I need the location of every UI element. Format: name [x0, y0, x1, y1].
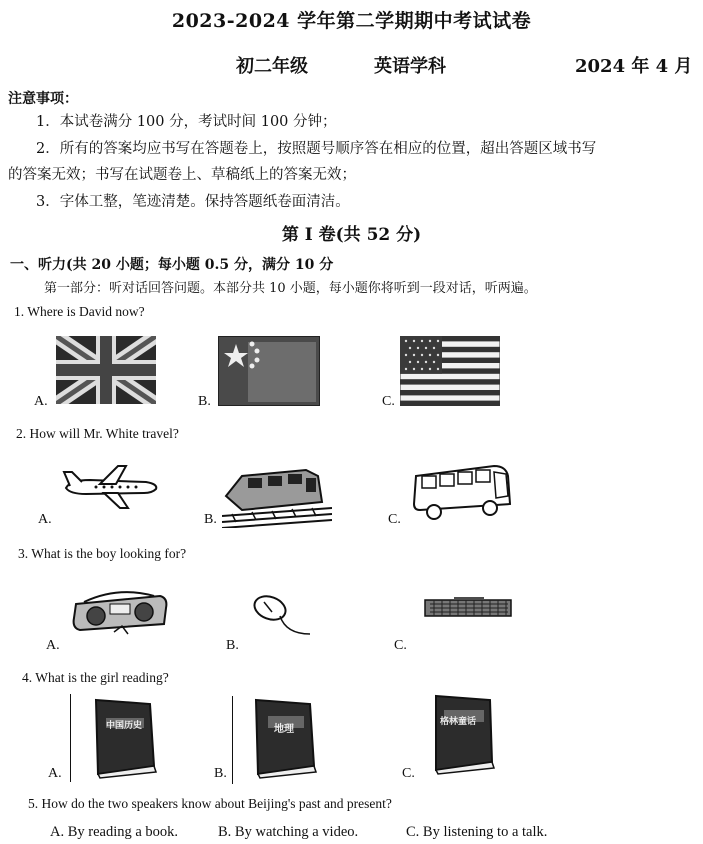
book-icon	[422, 692, 502, 776]
book-title: 中国历史	[106, 721, 143, 731]
answer-c: C. By listening to a talk.	[406, 824, 548, 840]
uk-flag-icon	[56, 336, 156, 404]
train-icon	[222, 456, 332, 528]
question-2: 2. How will Mr. White travel?	[16, 426, 179, 441]
radio-icon	[70, 586, 170, 636]
section-heading: 一、听力(共 20 小题；每小题 0.5 分，满分 10 分	[10, 257, 334, 273]
subject-label: 英语学科	[374, 56, 446, 77]
usa-flag-icon	[400, 336, 500, 406]
airplane-icon	[60, 462, 160, 510]
option-b: B.	[204, 512, 217, 527]
book-title: 格林童话	[440, 717, 477, 727]
question-3: 3. What is the boy looking for?	[18, 546, 187, 561]
question-4: 4. What is the girl reading?	[22, 670, 169, 685]
note-item: 1．本试卷满分 100 分，考试时间 100 分钟；	[36, 114, 337, 130]
note-item: 的答案无效；书写在试题卷上、草稿纸上的答案无效；	[8, 167, 356, 183]
option-a: A.	[34, 394, 48, 409]
option-a: A.	[48, 766, 62, 781]
keyboard-icon	[424, 596, 514, 618]
option-c: C.	[394, 638, 407, 653]
option-a: A.	[38, 512, 52, 527]
note-item: 3．字体工整，笔迹清楚。保持答题纸卷面清洁。	[36, 194, 350, 210]
option-b: B.	[226, 638, 239, 653]
section-description: 第一部分：听对话回答问题。本部分共 10 小题，每小题你将听到一段对话，听两遍。	[44, 281, 537, 296]
part-title: 第 I 卷(共 52 分)	[281, 225, 422, 245]
divider	[232, 696, 233, 784]
china-flag-icon	[218, 336, 320, 406]
mouse-icon	[246, 590, 316, 640]
option-c: C.	[382, 394, 395, 409]
divider	[70, 694, 71, 782]
exam-date: 2024 年 4 月	[575, 56, 693, 77]
bus-icon	[410, 462, 520, 522]
exam-title: 2023-2024 学年第二学期期中考试试卷	[171, 10, 532, 32]
answer-a: A. By reading a book.	[50, 824, 179, 840]
option-c: C.	[402, 766, 415, 781]
notes-heading: 注意事项：	[8, 91, 78, 107]
option-c: C.	[388, 512, 401, 527]
answer-b: B. By watching a video.	[218, 824, 359, 840]
option-b: B.	[214, 766, 227, 781]
question-5: 5. How do the two speakers know about Beijing's past and present?	[28, 796, 392, 811]
book-icon	[84, 696, 164, 780]
book-title: 地理	[274, 724, 294, 735]
question-1: 1. Where is David now?	[14, 304, 145, 319]
book-icon	[244, 696, 324, 780]
option-a: A.	[46, 638, 60, 653]
note-item: 2．所有的答案均应书写在答题卷上，按照题号顺序答在相应的位置，超出答题区域书写	[36, 141, 597, 157]
grade-label: 初二年级	[236, 56, 308, 77]
option-b: B.	[198, 394, 211, 409]
